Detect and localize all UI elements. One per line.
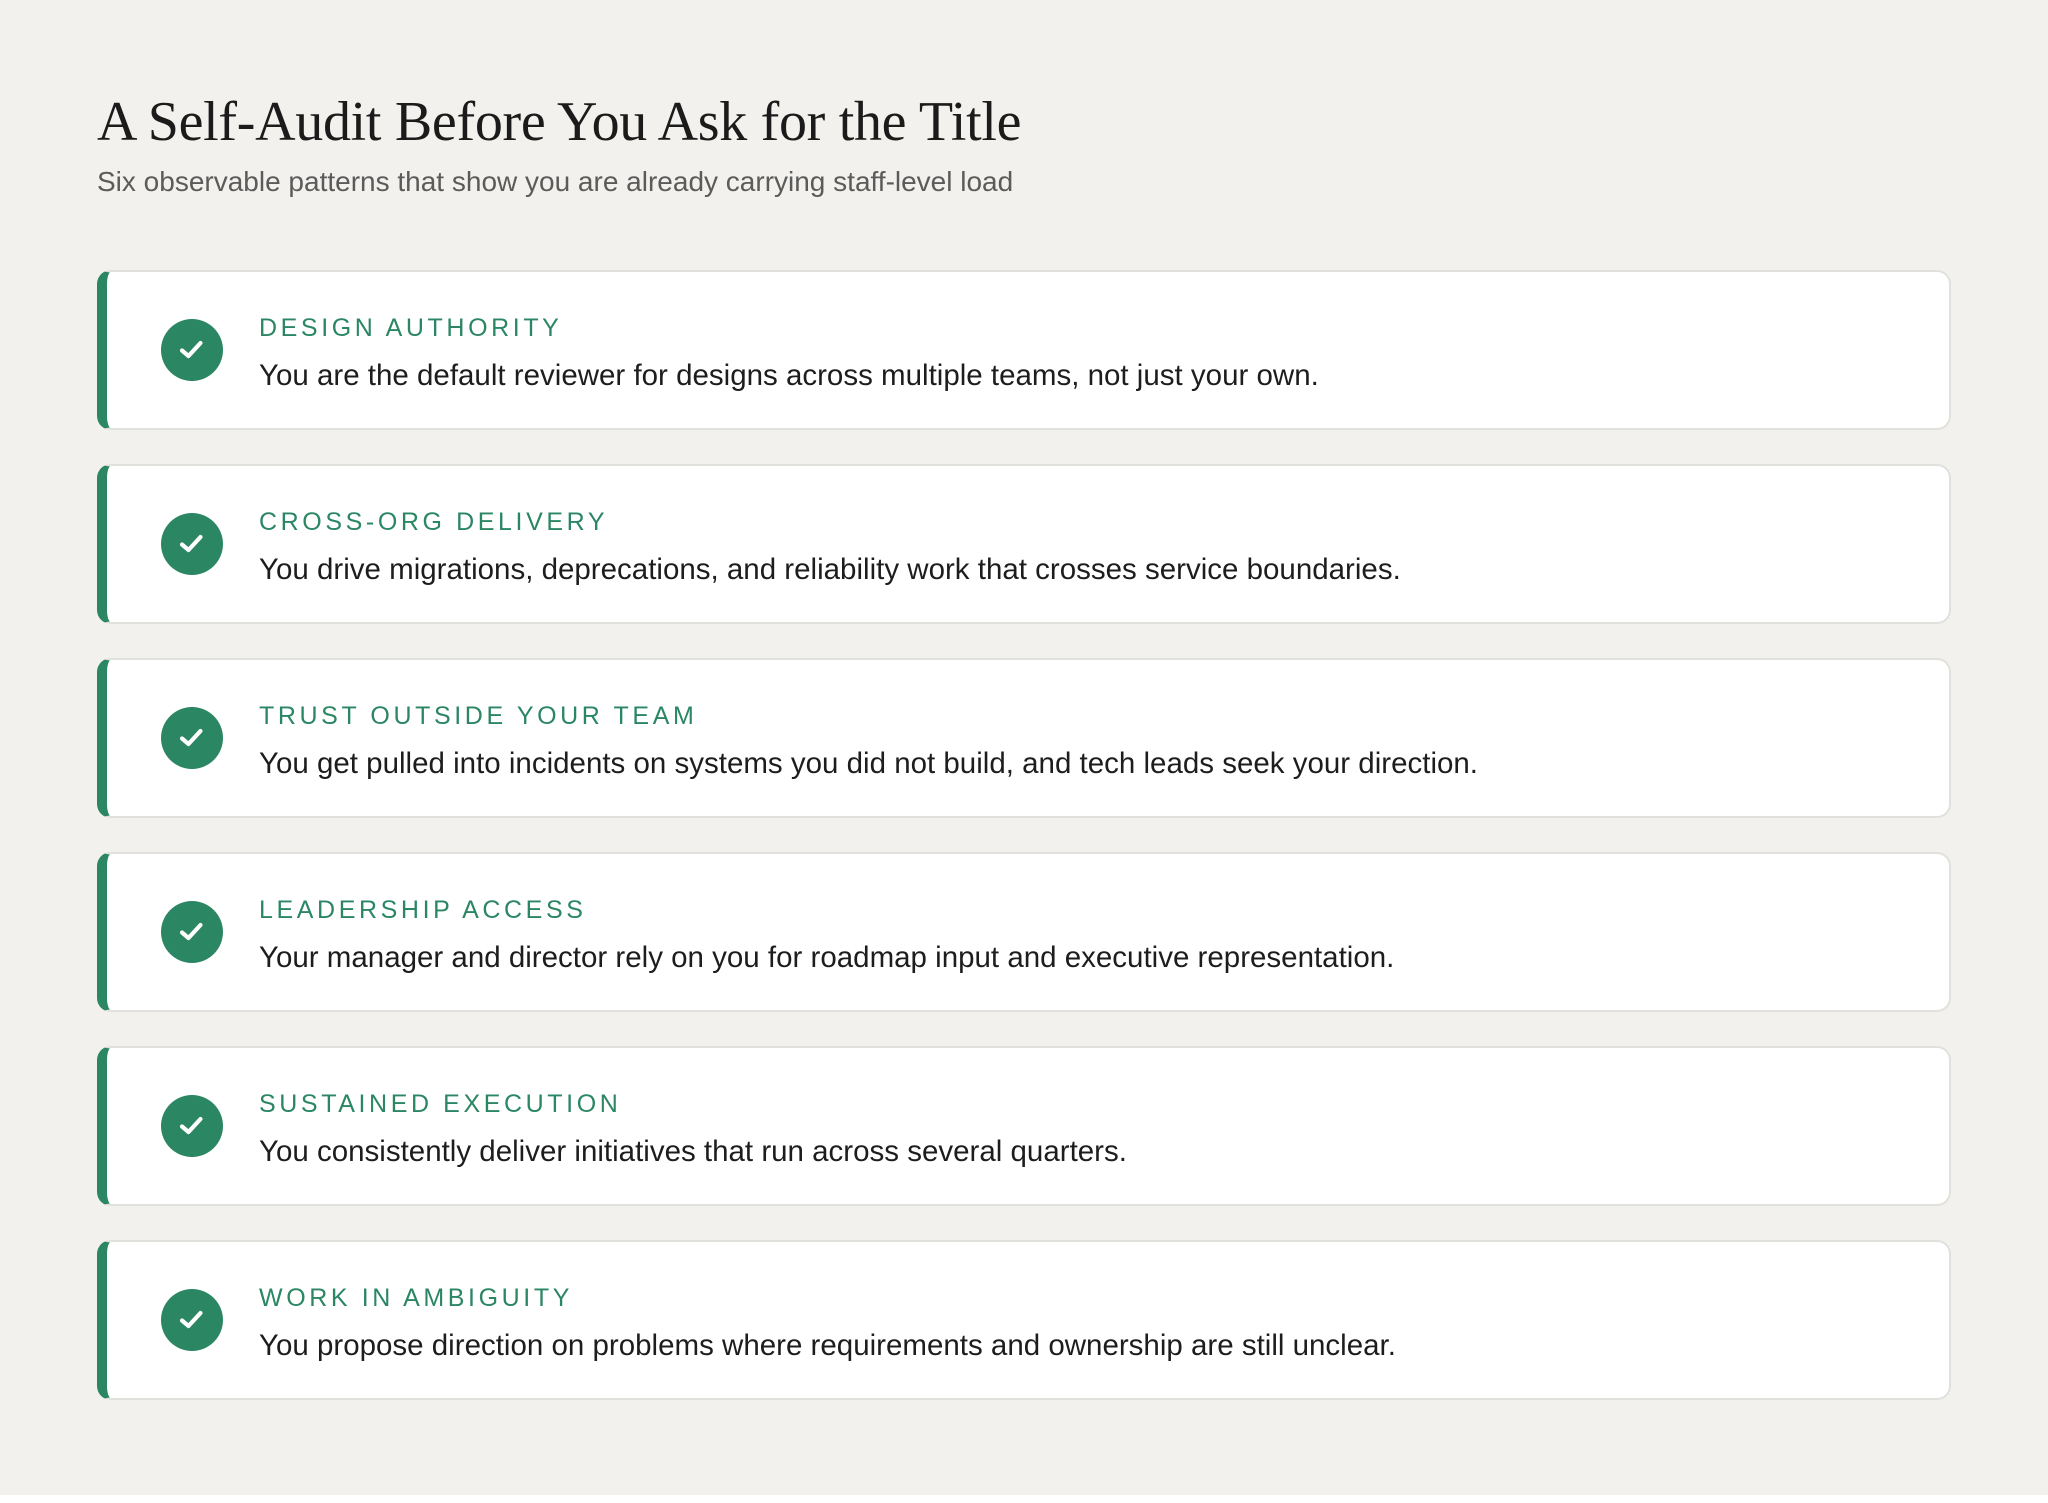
- card-label: CROSS-ORG DELIVERY: [259, 508, 609, 536]
- card-label: DESIGN AUTHORITY: [259, 314, 563, 342]
- checklist-card: [97, 1240, 1951, 1400]
- card-label: LEADERSHIP ACCESS: [259, 896, 587, 924]
- checklist: [97, 270, 1951, 1400]
- check-circle-icon: [161, 513, 223, 575]
- card-description: You propose direction on problems where requirements and ownership are still unclear.: [259, 1329, 1396, 1362]
- page-subtitle: Six observable patterns that show you are already carrying staff-level load: [97, 166, 1014, 197]
- checklist-card: [97, 270, 1951, 430]
- card-label: SUSTAINED EXECUTION: [259, 1090, 622, 1118]
- page-title: A Self-Audit Before You Ask for the Title: [97, 91, 1022, 153]
- check-circle-icon: [161, 1289, 223, 1351]
- checklist-card: [97, 852, 1951, 1012]
- card-description: Your manager and director rely on you for roadmap input and executive representation.: [259, 941, 1395, 974]
- checklist-card: [97, 1046, 1951, 1206]
- card-label: WORK IN AMBIGUITY: [259, 1284, 573, 1312]
- check-circle-icon: [161, 707, 223, 769]
- checklist-card: [97, 464, 1951, 624]
- card-description: You consistently deliver initiatives that run across several quarters.: [259, 1135, 1127, 1168]
- card-label: TRUST OUTSIDE YOUR TEAM: [259, 702, 698, 730]
- check-circle-icon: [161, 319, 223, 381]
- check-circle-icon: [161, 1095, 223, 1157]
- check-circle-icon: [161, 901, 223, 963]
- card-description: You get pulled into incidents on systems you did not build, and tech leads seek your direction.: [259, 747, 1479, 780]
- card-description: You drive migrations, deprecations, and reliability work that crosses service boundaries.: [259, 553, 1401, 586]
- card-description: You are the default reviewer for designs across multiple teams, not just your own.: [259, 359, 1319, 392]
- checklist-card: [97, 658, 1951, 818]
